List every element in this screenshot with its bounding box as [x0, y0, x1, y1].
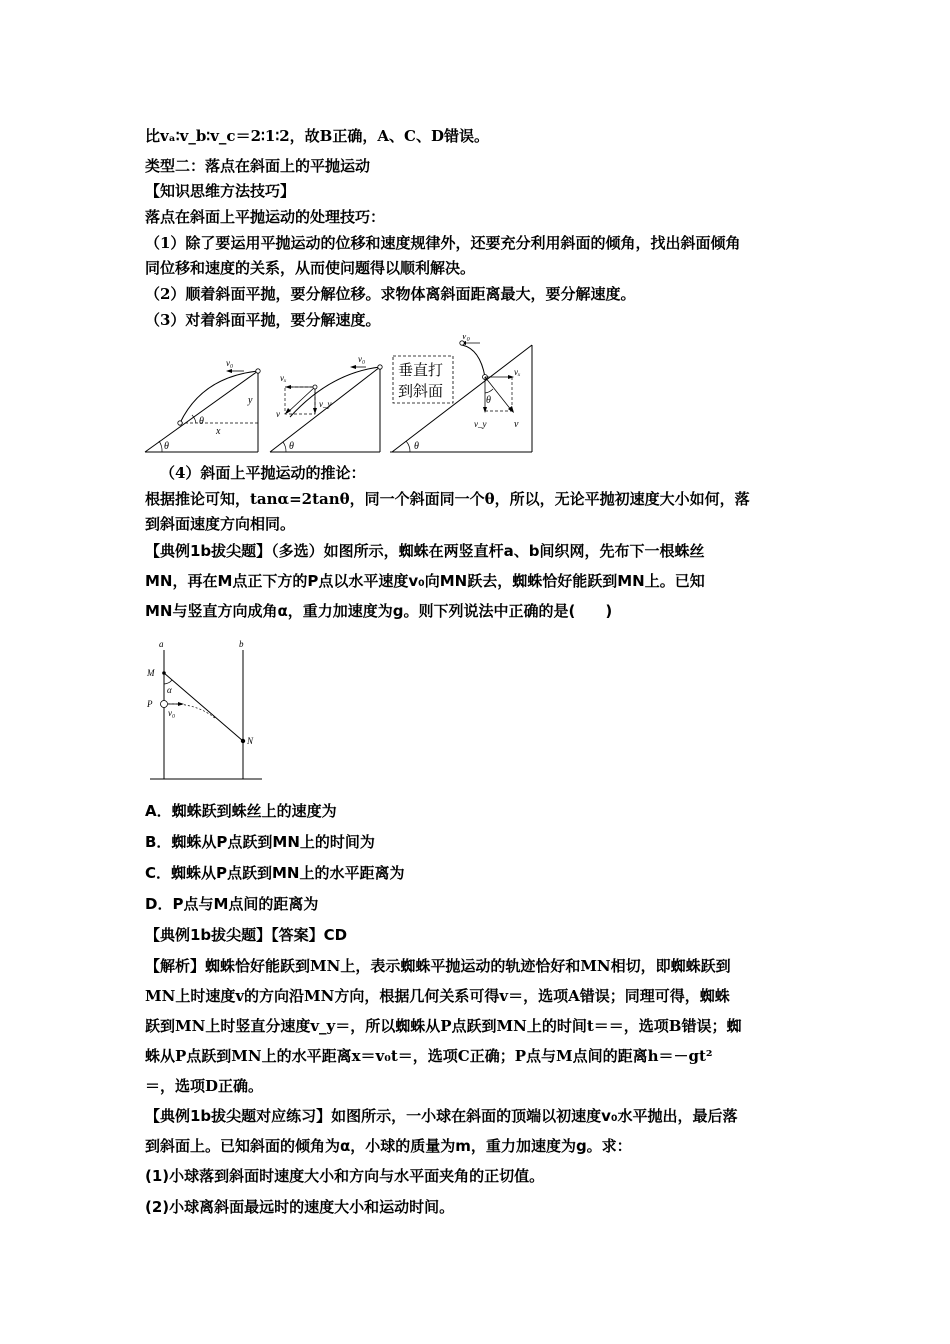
label-b: b	[239, 639, 244, 649]
analysis-line3: 跃到MN上时竖直分速度v_y＝，所以蜘蛛从P点跃到MN上的时间t＝＝，选项B错误；蜘	[145, 1017, 742, 1035]
spider-point-p	[161, 701, 168, 708]
diagram-toward-incline	[390, 335, 532, 452]
analysis-line4: 蛛从P点跃到MN上的水平距离x＝v₀t＝，选项C正确；P点与M点间的距离h＝－gt²	[145, 1047, 713, 1065]
diagram-along-incline-displacement	[145, 358, 260, 452]
text-line-point1b: 同位移和速度的关系，从而使问题得以顺利解决。	[145, 259, 476, 277]
label-theta-3a: θ	[414, 441, 419, 452]
method-heading: 【知识思维方法技巧】	[145, 182, 296, 200]
label-vx-3: vₓ	[514, 367, 521, 377]
label-vy-2: v_y	[319, 399, 332, 409]
text-line-inference1: 根据推论可知，tanα=2tanθ，同一个斜面同一个θ，所以，无论平抛初速度大小如何，落	[145, 490, 750, 508]
label-v0-1: v₀	[226, 358, 234, 368]
example-question-line2: MN，再在M点正下方的P点以水平速度v₀向MN跃去，蜘蛛恰好能跃到MN上。已知	[145, 572, 705, 590]
label-theta-1a: θ	[164, 441, 169, 452]
label-box-line1: 垂直打	[398, 363, 444, 379]
text-line-technique: 落点在斜面上平抛运动的处理技巧：	[145, 208, 386, 226]
label-alpha: α	[167, 685, 172, 695]
text-line-point3: （3）对着斜面平抛，要分解速度。	[145, 311, 381, 329]
analysis-line2: MN上时速度v的方向沿MN方向，根据几何关系可得v＝，选项A错误；同理可得，蜘蛛	[145, 987, 730, 1005]
diagram-along-incline-velocity	[270, 354, 382, 452]
label-theta-1b: θ	[199, 416, 204, 427]
label-v0-3: v₀	[462, 335, 470, 342]
text-line-point1a: （1）除了要运用平抛运动的位移和速度规律外，还要充分利用斜面的倾角，找出斜面倾角	[145, 234, 741, 252]
analysis-line5: ＝，选项D正确。	[145, 1077, 264, 1095]
practice-line2: 到斜面上。已知斜面的倾角为α，小球的质量为m，重力加速度为g。求：	[145, 1137, 632, 1155]
label-y: y	[248, 395, 253, 406]
label-n: N	[247, 736, 254, 746]
answer-line: 【典例1b拔尖题】【答案】CD	[145, 926, 348, 944]
spider-web-figure	[140, 636, 270, 786]
example-question-line3: MN与竖直方向成角α，重力加速度为g。则下列说法中正确的是( )	[145, 602, 613, 620]
label-vx: vₓ	[280, 373, 287, 383]
incline-diagrams-figure	[140, 335, 540, 455]
label-theta-3b: θ	[486, 395, 491, 406]
practice-question1: (1)小球落到斜面时速度大小和方向与水平面夹角的正切值。	[145, 1167, 545, 1185]
analysis-line1: 【解析】蜘蛛恰好能跃到MN上，表示蜘蛛平抛运动的轨迹恰好和MN相切，即蜘蛛跃到	[145, 957, 731, 975]
text-line-inference2: 到斜面速度方向相同。	[145, 515, 296, 533]
label-theta-2: θ	[289, 441, 294, 452]
label-v-3: v	[514, 419, 519, 430]
option-d: D．P点与M点间的距离为	[145, 895, 319, 913]
label-v-2: v	[276, 409, 280, 419]
example-question-line1: 【典例1b拔尖题】（多选）如图所示，蜘蛛在两竖直杆a、b间织网，先布下一根蛛丝	[145, 542, 705, 560]
practice-question2: (2)小球离斜面最远时的速度大小和运动时间。	[145, 1198, 455, 1216]
option-b: B．蜘蛛从P点跃到MN上的时间为	[145, 833, 375, 851]
text-line-point4: （4）斜面上平抛运动的推论：	[160, 464, 366, 482]
silk-mn	[164, 673, 243, 741]
label-v0: v₀	[168, 708, 176, 718]
text-line-point2: （2）顺着斜面平抛，要分解位移。求物体离斜面距离最大，要分解速度。	[145, 285, 636, 303]
label-vy-3: v_y	[474, 419, 487, 429]
text-line-ratio: 比vₐ∶v_b∶v_c＝2∶1∶2，故B正确，A、C、D错误。	[145, 127, 489, 145]
option-a: A．蜘蛛跃到蛛丝上的速度为	[145, 802, 337, 820]
label-a: a	[159, 639, 164, 649]
label-p: P	[147, 699, 153, 709]
label-v0-2: v₀	[358, 354, 366, 364]
practice-line1: 【典例1b拔尖题对应练习】如图所示，一小球在斜面的顶端以初速度v₀水平抛出，最后落	[145, 1107, 738, 1125]
label-x: x	[216, 426, 221, 437]
label-box-line2: 到斜面	[398, 384, 444, 400]
option-c: C．蜘蛛从P点跃到MN上的水平距离为	[145, 864, 405, 882]
section-heading-type2: 类型二：落点在斜面上的平抛运动	[145, 157, 371, 175]
label-m: M	[147, 668, 155, 678]
